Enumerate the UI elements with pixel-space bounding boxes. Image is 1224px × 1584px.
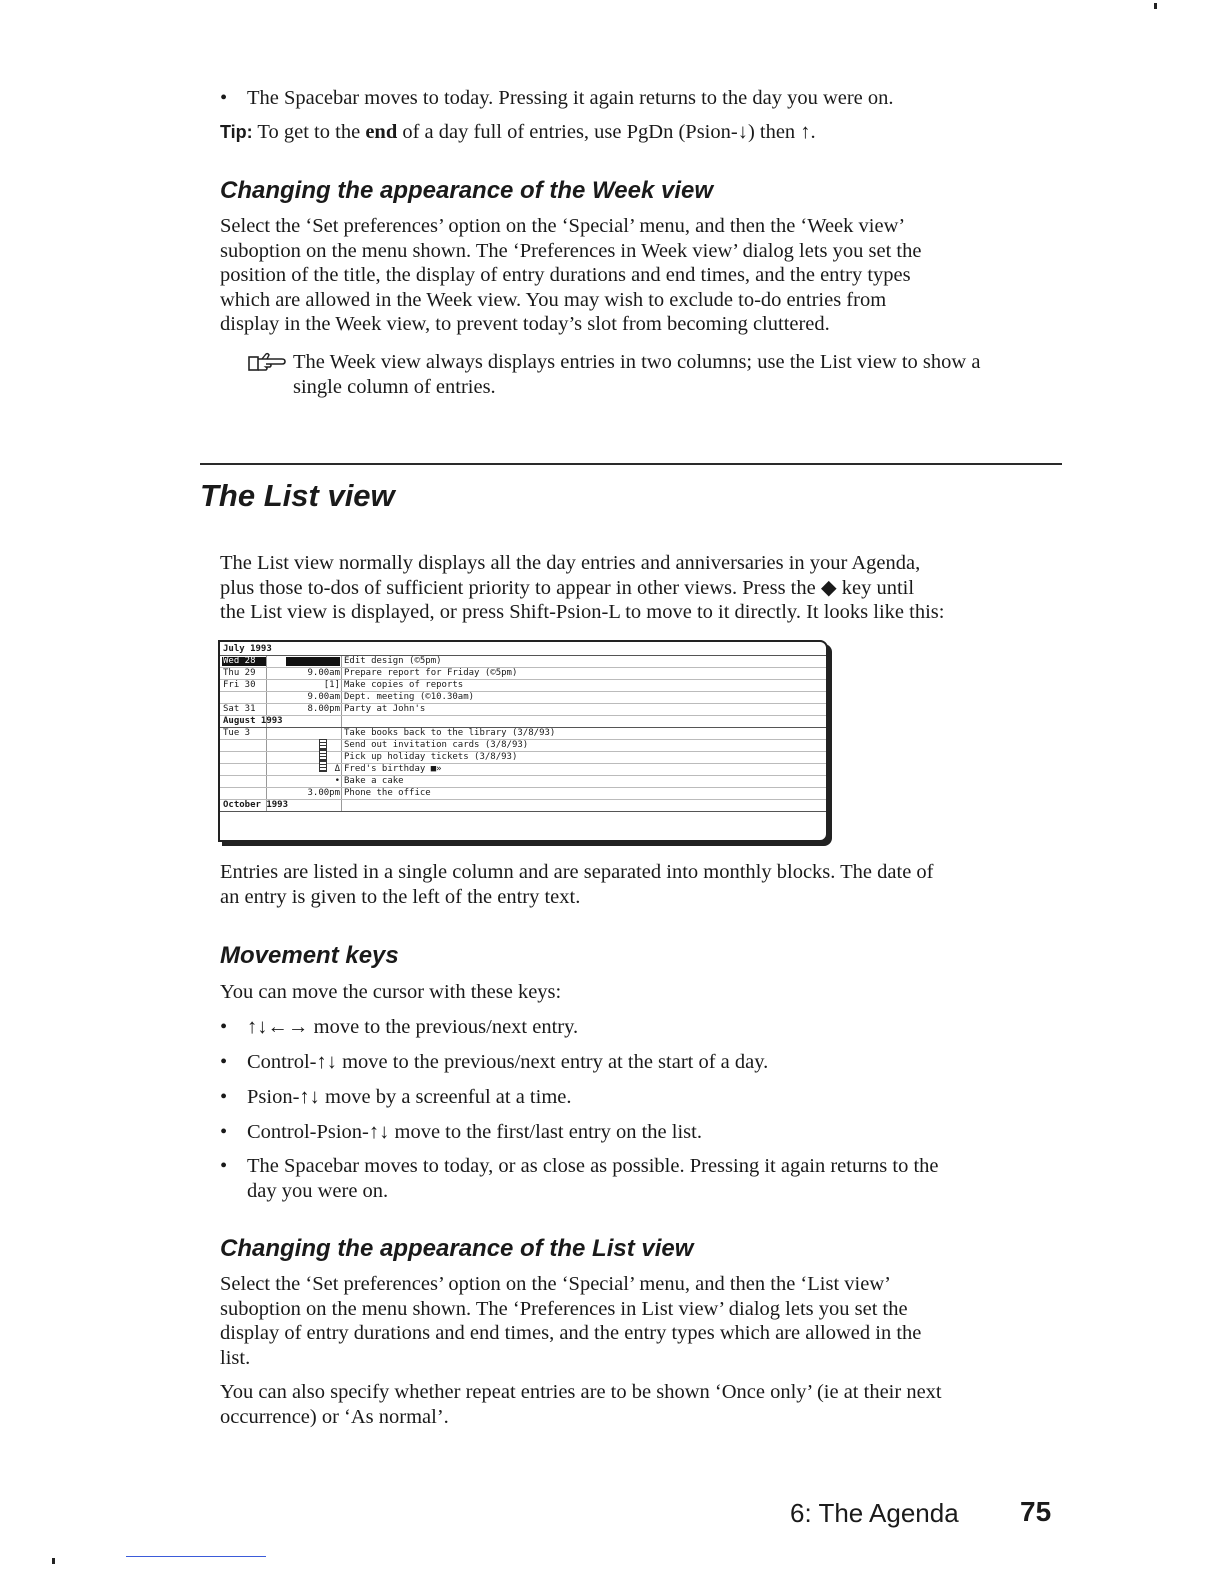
movement-bullet-5-text	[247, 1154, 1057, 1203]
screen-row-text: Send out invitation cards (3/8/93)	[344, 740, 529, 750]
screen-row-date: Fri 30	[223, 680, 256, 690]
bullet-dot: •	[220, 1121, 228, 1143]
list-view-screenshot	[218, 640, 828, 842]
movement-bullet-1-text: ↑↓←→ move to the previous/next entry.	[247, 1016, 579, 1038]
screen-row-time: 9.00am	[307, 668, 340, 678]
after-screen-line-1: Entries are listed in a single column and are separated into monthly blocks. The date of	[220, 861, 934, 883]
screen-row-text: Fred's birthday ■»	[344, 764, 442, 774]
after-screen-line-2: an entry is given to the left of the entry text.	[220, 885, 581, 908]
todo-marker-2	[319, 750, 327, 761]
screen-row-date: Sat 31	[223, 704, 256, 714]
movement-bullet-3-text: Psion-↑↓ move by a screenful at a time.	[247, 1086, 572, 1108]
bullet-dot: •	[220, 1155, 228, 1177]
list-appearance-line-4: list.	[220, 1346, 251, 1369]
footer-chapter: 6: The Agenda	[790, 1498, 959, 1528]
screen-row-text: Edit design (©5pm)	[344, 656, 442, 666]
tip-text-before: To get to the	[252, 121, 366, 143]
screen-entry-row	[220, 764, 826, 776]
screen-entry-row	[220, 680, 826, 692]
screen-row-date: Thu 29	[223, 668, 256, 678]
bullet-dot: •	[220, 1016, 228, 1038]
screen-row-text: Phone the office	[344, 788, 431, 798]
screen-row-time: 8.00pm	[307, 704, 340, 714]
list-appearance-line-1: Select the ‘Set preferences’ option on the ‘Special’ menu, and then the ‘List view’	[220, 1273, 891, 1295]
bullet-dot: •	[220, 1051, 228, 1073]
screen-row-date: Wed 28	[223, 656, 256, 666]
scan-mark-top-right	[1154, 3, 1157, 9]
screen-row-time: Δ	[334, 764, 340, 774]
list-view-intro	[220, 551, 1070, 625]
screen-row-time: 3.00pm	[307, 788, 340, 798]
screen-row-date: Tue 3	[223, 728, 251, 738]
scan-mark-bottom-left	[52, 1558, 55, 1564]
tip-paragraph	[220, 120, 1060, 145]
screen-row-text: Dept. meeting (©10.30am)	[344, 692, 475, 702]
list-appearance-2-line-2: occurrence) or ‘As normal’.	[220, 1405, 449, 1428]
screen-row-time: 9.00am	[307, 692, 340, 702]
screen-entry-row	[220, 656, 826, 668]
screen-month-header	[220, 644, 826, 656]
todo-marker-1	[319, 739, 327, 750]
week-appearance-line-4: which are allowed in the Week view. You may wish to exclude to-do entries from	[220, 288, 887, 311]
list-appearance-heading: Changing the appearance of the List view	[220, 1235, 694, 1262]
week-note-line-2: single column of entries.	[293, 375, 496, 398]
intro-bullet-text: The Spacebar moves to today. Pressing it again returns to the day you were on.	[247, 87, 894, 109]
list-view-intro-line-3: the List view is displayed, or press Shift-Psion-L to move to it directly. It looks like this:	[220, 601, 945, 623]
screen-row-text: Prepare report for Friday (©5pm)	[344, 668, 518, 678]
movement-intro: You can move the cursor with these keys:	[220, 981, 562, 1003]
screen-entry-row	[220, 668, 826, 680]
screen-month-header	[220, 716, 826, 728]
list-appearance-line-2: suboption on the menu shown. The ‘Preferences in List view’ dialog lets you set the	[220, 1297, 908, 1320]
movement-bullet-5-line-1: The Spacebar moves to today, or as close as possible. Pressing it again returns to the	[247, 1155, 939, 1177]
movement-heading: Movement keys	[220, 942, 399, 969]
screen-row-date: July 1993	[223, 644, 272, 654]
bullet-dot: •	[220, 87, 228, 109]
week-appearance-line-2: suboption on the menu shown. The ‘Preferences in Week view’ dialog lets you set the	[220, 239, 922, 262]
list-view-heading: The List view	[200, 478, 395, 513]
screen-entry-row	[220, 788, 826, 800]
list-appearance-line-3: display of entry durations and end times, and the entry types which are allowed in the	[220, 1322, 922, 1344]
week-appearance-paragraph	[220, 214, 1060, 337]
bullet-dot: •	[220, 1086, 228, 1108]
week-appearance-line-3: position of the title, the display of entry durations and end times, and the entry types	[220, 264, 911, 286]
pointing-hand-icon	[248, 352, 286, 372]
footer-link-line	[126, 1556, 266, 1557]
week-appearance-heading: Changing the appearance of the Week view	[220, 177, 714, 204]
screen-entry-row	[220, 728, 826, 740]
week-appearance-line-5: display in the Week view, to prevent today’s slot from becoming cluttered.	[220, 313, 830, 335]
screen-row-time: [1]	[323, 680, 340, 690]
screen-entry-row	[220, 704, 826, 716]
movement-bullet-2-text: Control-↑↓ move to the previous/next entry at the start of a day.	[247, 1051, 769, 1073]
todo-marker-3	[319, 761, 327, 772]
list-appearance-2-line-1: You can also specify whether repeat entries are to be shown ‘Once only’ (ie at their next	[220, 1381, 942, 1403]
list-appearance-paragraph	[220, 1272, 1070, 1370]
screen-entry-row	[220, 776, 826, 788]
tip-text-bold: end	[365, 121, 398, 143]
week-note-line-1: The Week view always displays entries in two columns; use the List view to show a	[293, 351, 981, 373]
screen-entry-row	[220, 752, 826, 764]
screen-row-text: Pick up holiday tickets (3/8/93)	[344, 752, 518, 762]
movement-bullet-5-line-2: day you were on.	[247, 1179, 389, 1202]
screen-row-time: •	[334, 776, 340, 786]
list-appearance-paragraph-2	[220, 1380, 1070, 1429]
tip-label: Tip:	[220, 122, 253, 142]
tip-text-after: of a day full of entries, use PgDn (Psion-↓) then ↑.	[397, 121, 816, 143]
screen-selection-highlight-time	[286, 657, 340, 666]
week-appearance-line-1: Select the ‘Set preferences’ option on the ‘Special’ menu, and then the ‘Week view’	[220, 215, 906, 237]
screen-entry-row	[220, 740, 826, 752]
list-view-intro-line-2: plus those to-dos of sufficient priority to appear in other views. Press the ◆ key until	[220, 576, 915, 599]
list-view-intro-line-1: The List view normally displays all the day entries and anniversaries in your Agenda,	[220, 552, 921, 574]
screen-row-date: October 1993	[223, 800, 289, 810]
screen-row-text: Bake a cake	[344, 776, 404, 786]
screen-row-text: Take books back to the library (3/8/93)	[344, 728, 556, 738]
section-divider	[200, 463, 1062, 465]
footer-page-number: 75	[1020, 1496, 1052, 1527]
screen-month-header	[220, 800, 826, 812]
screen-entry-row	[220, 692, 826, 704]
after-screen-paragraph	[220, 860, 1070, 909]
week-note	[293, 350, 1063, 399]
screen-row-date: August 1993	[223, 716, 283, 726]
movement-bullet-4-text: Control-Psion-↑↓ move to the first/last entry on the list.	[247, 1121, 702, 1143]
screen-row-text: Make copies of reports	[344, 680, 464, 690]
screen-row-text: Party at John's	[344, 704, 426, 714]
